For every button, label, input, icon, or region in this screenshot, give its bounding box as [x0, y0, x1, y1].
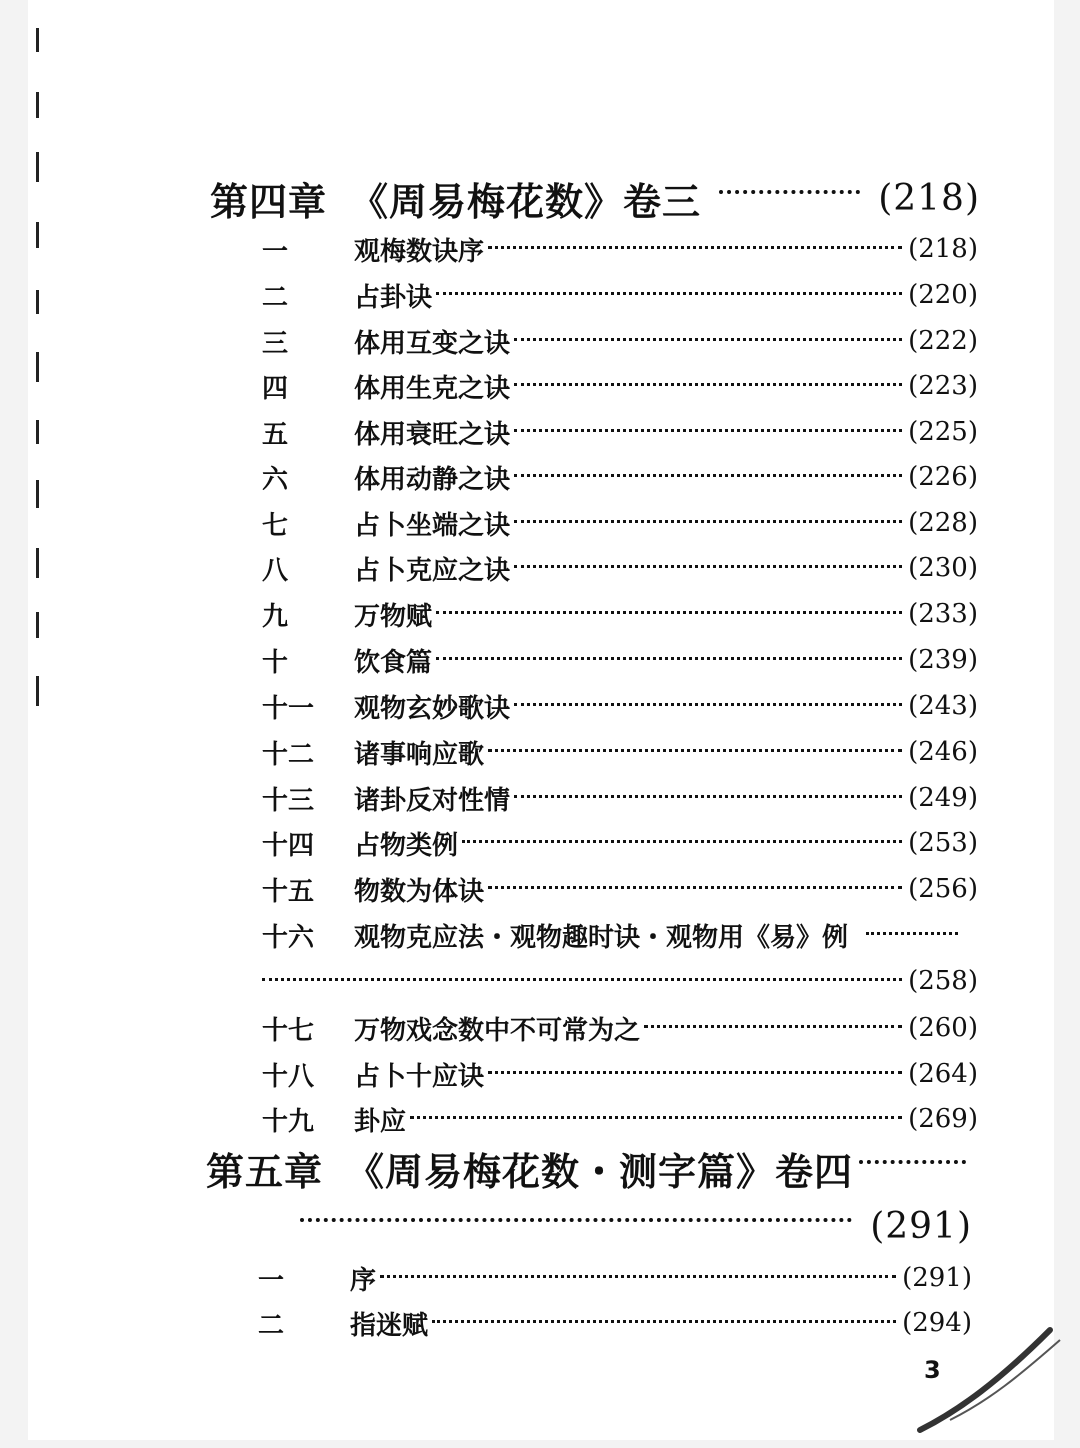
toc-entry	[262, 321, 978, 361]
dot-leader	[410, 1116, 902, 1119]
entry-number: 十二	[262, 739, 315, 770]
entry-title: 饮食篇	[354, 647, 433, 678]
dot-leader	[436, 657, 902, 660]
dot-leader	[488, 749, 902, 752]
entry-title: 观物克应法・观物趣时诀・观物用《易》例	[354, 922, 849, 953]
toc-entry	[262, 412, 978, 452]
dot-leader	[866, 932, 958, 935]
entry-page: (239)	[908, 645, 978, 675]
entry-page: (258)	[908, 966, 978, 996]
entry-page: (260)	[908, 1013, 978, 1043]
entry-number: 四	[262, 373, 289, 404]
entry-number: 十三	[262, 785, 315, 816]
entry-title: 万物赋	[354, 601, 433, 632]
entry-number: 十	[262, 647, 289, 678]
entry-title: 占卜坐端之诀	[354, 510, 511, 541]
entry-title: 体用互变之诀	[354, 328, 511, 359]
entry-page: (230)	[908, 553, 978, 583]
dot-leader	[514, 565, 902, 568]
chapter-page: (291)	[870, 1205, 972, 1247]
dot-leader	[462, 840, 902, 843]
scan-edge-mark	[36, 420, 39, 444]
dot-leader	[380, 1275, 896, 1278]
toc-entry	[262, 503, 978, 543]
entry-page: (222)	[908, 326, 978, 356]
entry-number: 一	[262, 236, 289, 267]
entry-number: 十六	[262, 922, 315, 953]
toc-entry	[262, 594, 978, 634]
dot-leader	[859, 1160, 966, 1164]
toc-entry	[262, 686, 978, 726]
chapter-heading-continuation	[300, 1202, 972, 1250]
toc-entry	[262, 732, 978, 772]
entry-page: (269)	[908, 1104, 978, 1134]
entry-title: 观梅数诀序	[354, 236, 485, 267]
entry-number: 十四	[262, 830, 315, 861]
chapter-heading	[210, 174, 980, 222]
entry-title: 体用生克之诀	[354, 373, 511, 404]
entry-title: 诸事响应歌	[354, 739, 485, 770]
entry-title: 占卦诀	[354, 282, 433, 313]
dot-leader	[262, 978, 902, 981]
scan-edge-mark	[36, 352, 39, 382]
dot-leader	[644, 1025, 902, 1028]
scan-edge-mark	[36, 152, 39, 182]
entry-number: 十九	[262, 1106, 315, 1137]
entry-number: 十五	[262, 876, 315, 907]
toc-entry	[262, 869, 978, 909]
dot-leader	[436, 292, 902, 295]
toc-entry	[258, 1258, 972, 1298]
toc-entry	[262, 457, 978, 497]
entry-title: 体用衰旺之诀	[354, 419, 511, 450]
entry-title: 占卜克应之诀	[354, 555, 511, 586]
entry-title: 万物戏念数中不可常为之	[354, 1015, 641, 1046]
entry-page: (233)	[908, 599, 978, 629]
scan-edge-mark	[36, 92, 39, 118]
dot-leader	[514, 338, 902, 341]
dot-leader	[514, 520, 902, 523]
dot-leader	[514, 703, 902, 706]
dot-leader	[432, 1320, 896, 1323]
chapter-number: 第四章	[210, 178, 328, 224]
dot-leader	[514, 795, 902, 798]
scan-edge-mark	[36, 290, 39, 314]
toc-entry-continuation	[262, 961, 978, 1001]
chapter-title: 《周易梅花数・测字篇》卷四	[346, 1148, 854, 1194]
entry-page: (264)	[908, 1059, 978, 1089]
entry-title: 序	[350, 1265, 377, 1296]
scan-edge-mark	[36, 480, 39, 508]
toc-entry	[262, 915, 978, 955]
toc-entry	[262, 778, 978, 818]
entry-number: 五	[262, 419, 289, 450]
toc-entry	[262, 1099, 978, 1139]
toc-entry	[262, 366, 978, 406]
toc-entry	[262, 548, 978, 588]
scan-edge-mark	[36, 676, 39, 706]
chapter-title: 《周易梅花数》卷三	[350, 178, 702, 224]
dot-leader	[514, 383, 902, 386]
entry-page: (226)	[908, 462, 978, 492]
entry-page: (243)	[908, 691, 978, 721]
entry-title: 占物类例	[354, 830, 459, 861]
entry-page: (253)	[908, 828, 978, 858]
scan-edge-mark	[36, 612, 39, 638]
toc-entry	[262, 229, 978, 269]
entry-title: 体用动静之诀	[354, 464, 511, 495]
scan-edge-mark	[36, 222, 39, 248]
entry-number: 九	[262, 601, 289, 632]
entry-number: 八	[262, 555, 289, 586]
entry-title: 指迷赋	[350, 1310, 429, 1341]
dot-leader	[300, 1218, 852, 1222]
entry-number: 一	[258, 1265, 285, 1296]
toc-entry	[262, 823, 978, 863]
dot-leader	[488, 1071, 902, 1074]
entry-page: (291)	[902, 1263, 972, 1293]
entry-page: (223)	[908, 371, 978, 401]
entry-page: (228)	[908, 508, 978, 538]
entry-page: (225)	[908, 417, 978, 447]
entry-page: (220)	[908, 280, 978, 310]
dot-leader	[719, 190, 860, 194]
entry-page: (256)	[908, 874, 978, 904]
entry-number: 六	[262, 464, 289, 495]
scan-edge-mark	[36, 548, 39, 578]
toc-entry	[262, 275, 978, 315]
entry-page: (218)	[908, 234, 978, 264]
entry-number: 七	[262, 510, 289, 541]
entry-page: (246)	[908, 737, 978, 767]
entry-number: 十一	[262, 693, 315, 724]
dot-leader	[514, 429, 902, 432]
entry-number: 二	[262, 282, 289, 313]
entry-number: 十八	[262, 1061, 315, 1092]
dot-leader	[514, 474, 902, 477]
toc-entry	[262, 1008, 978, 1048]
chapter-page: (218)	[878, 177, 980, 219]
toc-entry	[262, 1054, 978, 1094]
entry-title: 占卜十应诀	[354, 1061, 485, 1092]
toc-entry	[262, 640, 978, 680]
scan-smudge	[890, 1320, 1070, 1440]
entry-title: 卦应	[354, 1106, 407, 1137]
scan-edge-mark	[36, 28, 39, 52]
entry-title: 物数为体诀	[354, 876, 485, 907]
entry-page: (249)	[908, 783, 978, 813]
entry-number: 十七	[262, 1015, 315, 1046]
dot-leader	[436, 611, 902, 614]
dot-leader	[488, 246, 902, 249]
toc-entry	[258, 1303, 972, 1343]
dot-leader	[488, 886, 902, 889]
entry-title: 诸卦反对性情	[354, 785, 511, 816]
chapter-heading	[206, 1144, 966, 1192]
entry-title: 观物玄妙歌诀	[354, 693, 511, 724]
entry-number: 二	[258, 1310, 285, 1341]
entry-page: (294)	[902, 1308, 972, 1338]
entry-number: 三	[262, 328, 289, 359]
page-number: 3	[924, 1356, 941, 1384]
chapter-number: 第五章	[206, 1148, 324, 1194]
